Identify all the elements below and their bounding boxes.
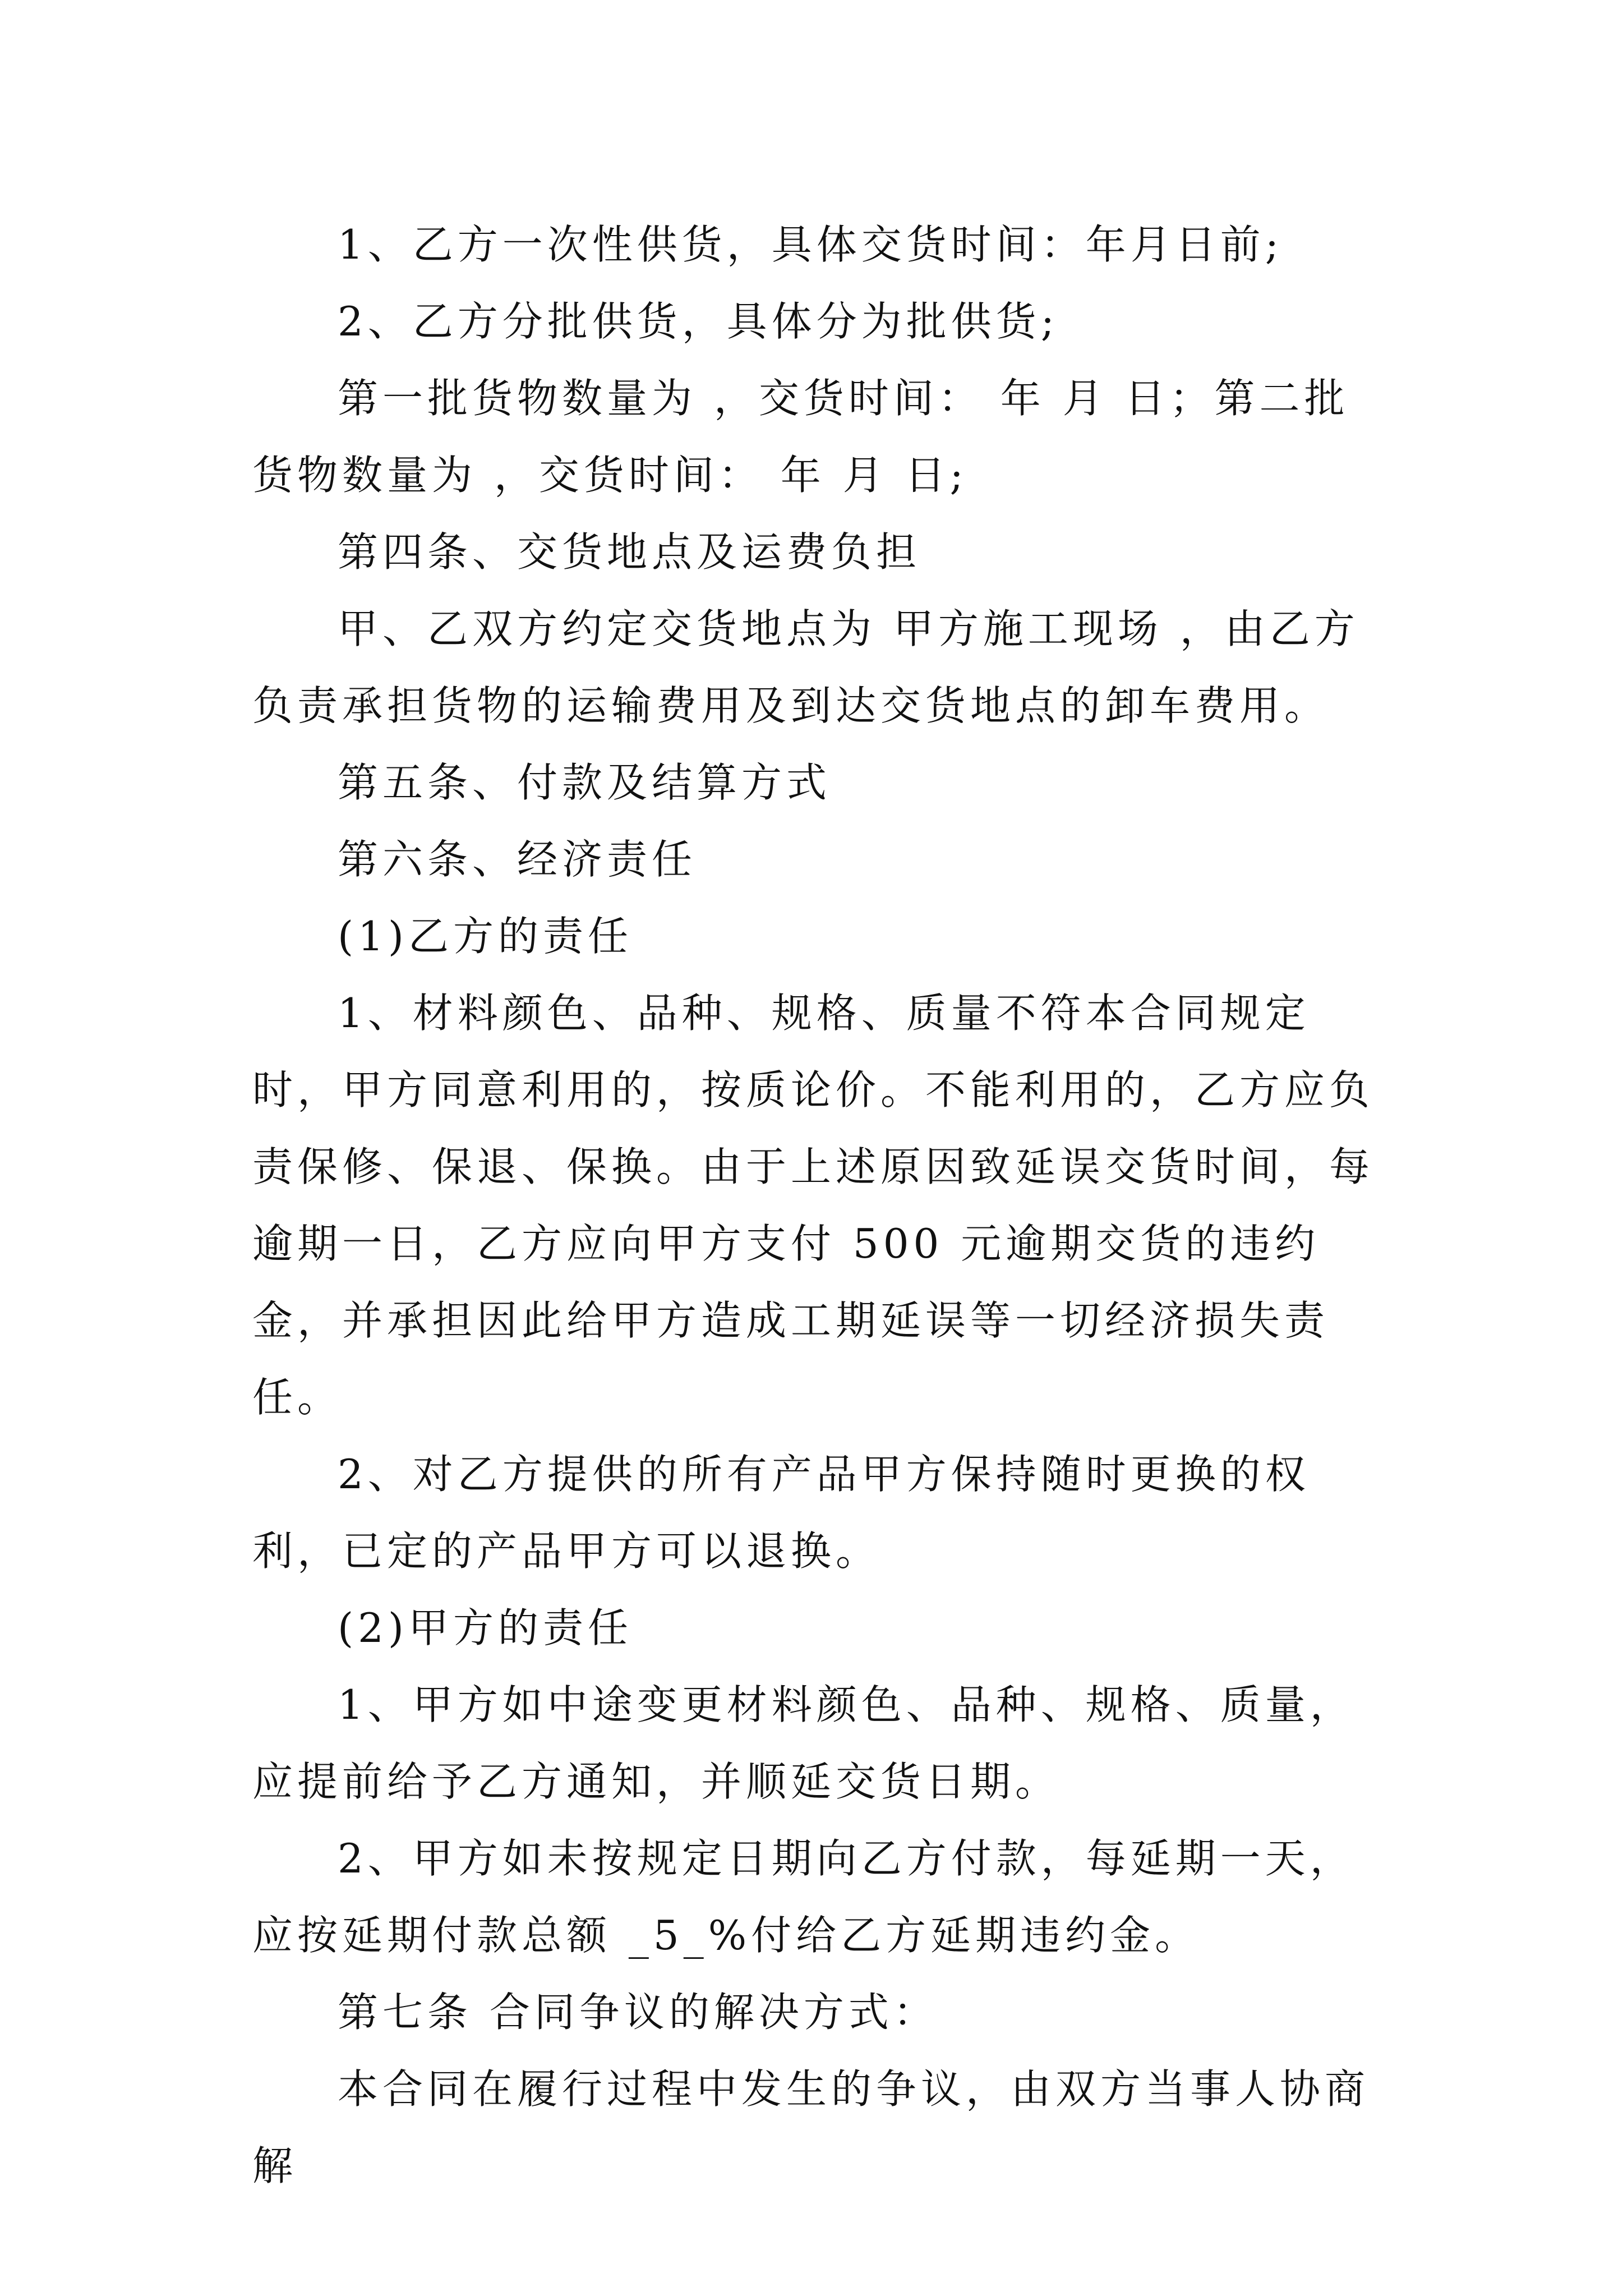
heading-article-seven: 第七条 合同争议的解决方式： xyxy=(338,1989,938,2036)
paragraph-dispute-resolution: 本合同在履行过程中发生的争议，由双方当事人协商解 xyxy=(252,2065,1370,2189)
paragraph-party-a-clause-two: 2、甲方如未按规定日期向乙方付款，每延期一天，应按延期付款总额 _5_%付给乙方延期违约金。 xyxy=(252,1835,1355,1959)
paragraph-batch-quantities: 第一批货物数量为 ，交货时间： 年 月 日；第二批货物数量为 ，交货时间： 年 月 日; xyxy=(252,375,1349,499)
subheading-party-b-responsibility: (1)乙方的责任 xyxy=(338,913,633,960)
paragraph-party-b-clause-one: 1、材料颜色、品种、规格、质量不符本合同规定时，甲方同意利用的，按质论价。不能利用的，乙方应负责保修、保退、保换。由于上述原因致延误交货时间，每逾期一日，乙方应向甲方支付 500 元逾期交货的违约金，并承担因此给甲方造成工期延误等一切经济损失责任。 xyxy=(252,990,1375,1421)
heading-article-five: 第五条、付款及结算方式 xyxy=(338,759,832,806)
paragraph-party-a-clause-one: 1、甲方如中途变更材料颜色、品种、规格、质量，应提前给予乙方通知，并顺延交货日期。 xyxy=(252,1681,1355,1805)
paragraph-delivery-location: 甲、乙双方约定交货地点为 甲方施工现场 ，由乙方负责承担货物的运输费用及到达交货地点的卸车费用。 xyxy=(252,605,1359,729)
heading-article-six: 第六条、经济责任 xyxy=(338,836,697,883)
heading-article-four: 第四条、交货地点及运费负担 xyxy=(338,528,921,576)
paragraph-delivery-one-time: 1、乙方一次性供货，具体交货时间：年月日前; xyxy=(338,221,1284,268)
paragraph-delivery-batches: 2、乙方分批供货，具体分为批供货; xyxy=(338,298,1059,345)
paragraph-party-b-clause-two: 2、对乙方提供的所有产品甲方保持随时更换的权利，已定的产品甲方可以退换。 xyxy=(252,1451,1310,1575)
document-body xyxy=(252,206,1380,2205)
subheading-party-a-responsibility: (2)甲方的责任 xyxy=(338,1604,633,1651)
